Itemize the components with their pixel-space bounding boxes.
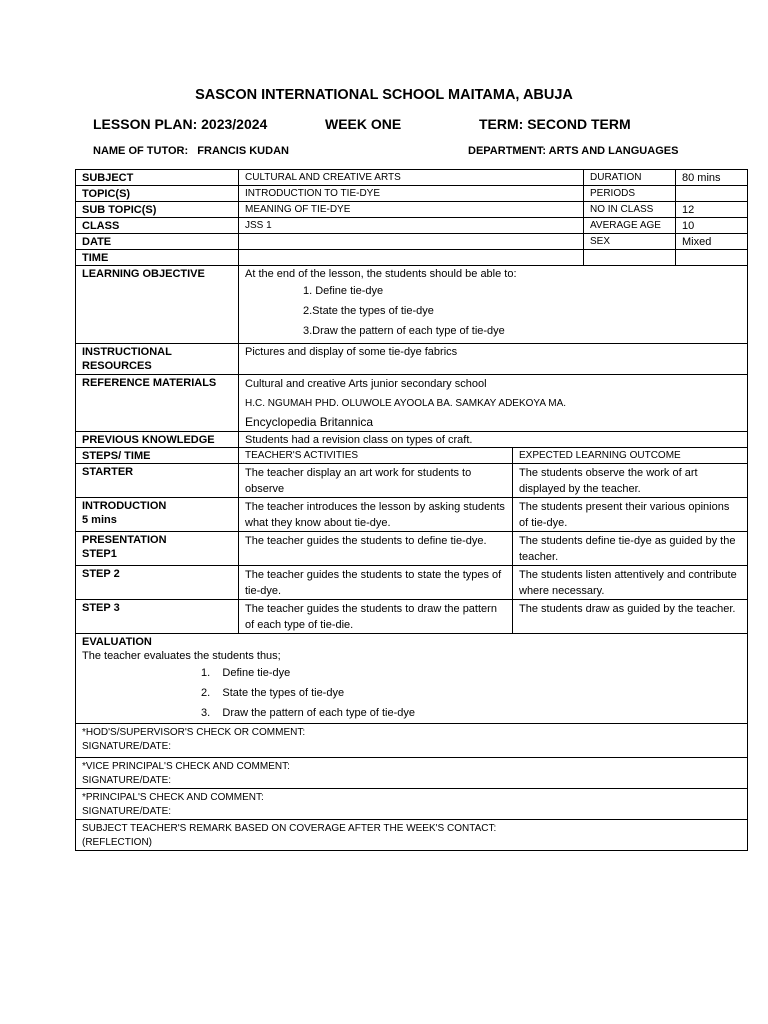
objective-item: 1. Define tie-dye <box>303 285 384 297</box>
evaluation-item: 2. State the types of tie-dye <box>201 687 345 699</box>
teacher-remark-label: SUBJECT TEACHER'S REMARK BASED ON COVERAGE AFTER THE WEEK'S CONTACT: <box>82 823 497 834</box>
hod-comment-row <box>76 724 748 758</box>
school-title: SASCON INTERNATIONAL SCHOOL MAITAMA, ABUJA <box>195 87 573 103</box>
evaluation-intro: The teacher evaluates the students thus; <box>82 650 281 662</box>
reference-line: Encyclopedia Britannica <box>245 415 374 429</box>
objective-item: 3.Draw the pattern of each type of tie-dye <box>303 325 505 337</box>
hod-comment-label: *HOD'S/SUPERVISOR'S CHECK OR COMMENT: <box>82 727 306 738</box>
reflection-cell <box>76 820 748 851</box>
topic-row <box>76 186 748 202</box>
vp-comment-cell <box>76 758 748 789</box>
date-row <box>76 234 748 250</box>
evaluation-list <box>201 663 741 723</box>
teacher-activity: The teacher introduces the lesson by asking students what they know about tie-dye. <box>239 498 513 532</box>
class-row <box>76 218 748 234</box>
signature-date-label: SIGNATURE/DATE: <box>82 775 172 786</box>
vp-comment-row <box>76 758 748 789</box>
step-row <box>76 498 748 532</box>
step-label <box>76 600 239 634</box>
topic-label: TOPIC(S) <box>76 186 239 202</box>
step-label-line1: STARTER <box>82 466 134 478</box>
sex-value: Mixed <box>676 234 748 250</box>
class-label: CLASS <box>76 218 239 234</box>
time-row <box>76 250 748 266</box>
duration-label: DURATION <box>584 170 676 186</box>
step-row <box>76 600 748 634</box>
date-label: DATE <box>76 234 239 250</box>
step-row <box>76 532 748 566</box>
objective-content <box>239 266 748 344</box>
subtopic-row <box>76 202 748 218</box>
subject-value: CULTURAL AND CREATIVE ARTS <box>239 170 584 186</box>
time-empty-1 <box>584 250 676 266</box>
week-label: WEEK ONE <box>325 116 402 132</box>
resources-label-line1: INSTRUCTIONAL <box>82 346 172 358</box>
objective-row <box>76 266 748 344</box>
subject-label: SUBJECT <box>76 170 239 186</box>
steps-header-label: STEPS/ TIME <box>76 448 239 464</box>
hod-comment-cell <box>76 724 748 758</box>
periods-value <box>676 186 748 202</box>
objective-intro: At the end of the lesson, the students should be able to: <box>245 268 517 280</box>
step-row <box>76 566 748 600</box>
evaluation-content <box>76 634 748 724</box>
tutor-name: NAME OF TUTOR: FRANCIS KUDAN <box>93 145 289 157</box>
references-content <box>239 375 748 432</box>
noinclass-label: NO IN CLASS <box>584 202 676 218</box>
expected-outcome-header: EXPECTED LEARNING OUTCOME <box>513 448 748 464</box>
class-value: JSS 1 <box>239 218 584 234</box>
resources-value: Pictures and display of some tie-dye fabrics <box>239 344 748 375</box>
learning-outcome: The students draw as guided by the teacher. <box>513 600 748 634</box>
evaluation-item: 3. Draw the pattern of each type of tie-dye <box>201 707 416 719</box>
vp-comment-label: *VICE PRINCIPAL'S CHECK AND COMMENT: <box>82 761 290 772</box>
previous-label: PREVIOUS KNOWLEDGE <box>76 432 239 448</box>
learning-outcome: The students listen attentively and contribute where necessary. <box>513 566 748 600</box>
learning-outcome: The students define tie-dye as guided by the teacher. <box>513 532 748 566</box>
teacher-activity: The teacher guides the students to draw the pattern of each type of tie-die. <box>239 600 513 634</box>
reflection-label: (REFLECTION) <box>82 837 152 848</box>
step-label <box>76 532 239 566</box>
date-value <box>239 234 584 250</box>
reference-authors: H.C. NGUMAH PHD. OLUWOLE AYOOLA BA. SAMKAY ADEKOYA MA. <box>245 398 567 409</box>
periods-label: PERIODS <box>584 186 676 202</box>
lesson-plan-year: LESSON PLAN: 2023/2024 <box>93 116 268 132</box>
resources-row <box>76 344 748 375</box>
topic-value: INTRODUCTION TO TIE-DYE <box>239 186 584 202</box>
teacher-activity: The teacher guides the students to state the types of tie-dye. <box>239 566 513 600</box>
previous-row <box>76 432 748 448</box>
principal-comment-cell <box>76 789 748 820</box>
lesson-plan-table <box>75 169 748 851</box>
step-label <box>76 464 239 498</box>
resources-label <box>76 344 239 375</box>
previous-value: Students had a revision class on types of craft. <box>239 432 748 448</box>
step-label-line1: STEP 3 <box>82 602 120 614</box>
evaluation-row <box>76 634 748 724</box>
resources-label-line2: RESOURCES <box>82 360 152 372</box>
objective-list <box>303 281 741 341</box>
step-label-line2: 5 mins <box>82 514 117 526</box>
learning-outcome: The students observe the work of art displayed by the teacher. <box>513 464 748 498</box>
time-value <box>239 250 584 266</box>
teacher-activity: The teacher display an art work for students to observe <box>239 464 513 498</box>
teacher-activity: The teacher guides the students to define tie-dye. <box>239 532 513 566</box>
avgage-label: AVERAGE AGE <box>584 218 676 234</box>
noinclass-value: 12 <box>676 202 748 218</box>
principal-comment-row <box>76 789 748 820</box>
reflection-row <box>76 820 748 851</box>
teacher-activities-header: TEACHER'S ACTIVITIES <box>239 448 513 464</box>
evaluation-label: EVALUATION <box>82 636 152 648</box>
principal-comment-label: *PRINCIPAL'S CHECK AND COMMENT: <box>82 792 264 803</box>
references-label: REFERENCE MATERIALS <box>76 375 239 432</box>
subject-row <box>76 170 748 186</box>
department-name: DEPARTMENT: ARTS AND LANGUAGES <box>468 145 679 157</box>
reference-line: Cultural and creative Arts junior secondary school <box>245 378 487 390</box>
subtopic-value: MEANING OF TIE-DYE <box>239 202 584 218</box>
signature-date-label: SIGNATURE/DATE: <box>82 741 172 752</box>
objective-label: LEARNING OBJECTIVE <box>76 266 239 344</box>
objective-item: 2.State the types of tie-dye <box>303 305 434 317</box>
step-label-line1: PRESENTATION <box>82 534 167 546</box>
step-label-line1: STEP 2 <box>82 568 120 580</box>
evaluation-item: 1. Define tie-dye <box>201 667 291 679</box>
step-label-line1: INTRODUCTION <box>82 500 167 512</box>
time-empty-2 <box>676 250 748 266</box>
subtopic-label: SUB TOPIC(S) <box>76 202 239 218</box>
avgage-value: 10 <box>676 218 748 234</box>
term-label: TERM: SECOND TERM <box>479 116 631 132</box>
time-label: TIME <box>76 250 239 266</box>
references-row <box>76 375 748 432</box>
step-label-line2: STEP1 <box>82 548 117 560</box>
sex-label: SEX <box>584 234 676 250</box>
duration-value: 80 mins <box>676 170 748 186</box>
learning-outcome: The students present their various opinions of tie-dye. <box>513 498 748 532</box>
steps-header-row <box>76 448 748 464</box>
step-row <box>76 464 748 498</box>
step-label <box>76 498 239 532</box>
signature-date-label: SIGNATURE/DATE: <box>82 806 172 817</box>
step-label <box>76 566 239 600</box>
